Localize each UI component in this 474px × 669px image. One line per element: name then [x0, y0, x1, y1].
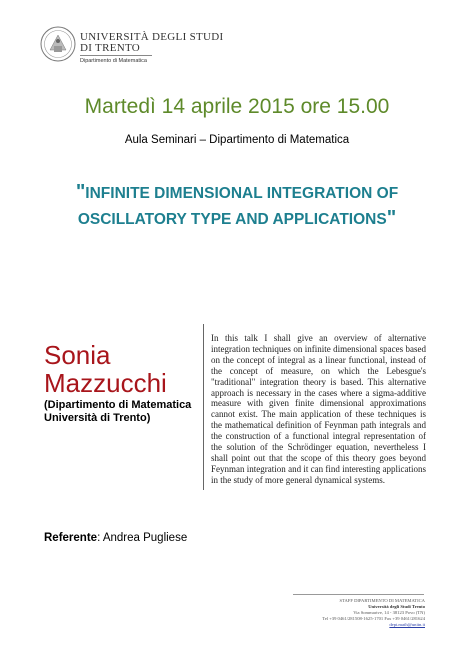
speaker-affiliation-line2: Università di Trento): [44, 412, 151, 424]
footer-phone-fax: Tel +39 0461/281508-1625-1701 Fax +39 0461/281624: [322, 616, 425, 621]
column-divider: [203, 324, 204, 490]
talk-abstract: In this talk I shall give an overview of alternative integration techniques on infinite dimensional spaces based on the concept of integral as a linear functional, instead of the concept of measure, on which the Lebesgue's "traditional" integration theory is based. This alternative approach is necessary in the cases where a sigma-additive measure with given finite dimensional approximations cannot exist. The main application of these techniques is the mathematical definition of Feynman path integrals and the construction of a functional integral representation of the solution of the Schrödinger equation, nevertheless I shall point out that the scope of this theory goes beyond Feynman integration and it can find interesting applications in the study of more general dynamical systems.: [211, 333, 426, 485]
event-date-time: Martedì 14 aprile 2015 ore 15.00: [84, 95, 390, 118]
talk-title-text-2: OSCILLATORY TYPE AND APPLICATIONS: [77, 211, 387, 228]
referente-label: Referente: [44, 532, 98, 544]
event-location: Aula Seminari – Dipartimento di Matematica: [124, 134, 350, 146]
footer-address: Via Sommarive, 14 - 38123 Povo (TN): [353, 610, 425, 615]
referente: [44, 532, 187, 544]
speaker-affiliation-line1: (Dipartimento di Matematica: [44, 399, 192, 411]
footer-email-link[interactable]: dept.math@unitn.it: [389, 622, 425, 627]
speaker-last-name: Mazzucchi: [44, 368, 167, 398]
referente-name: Andrea Pugliese: [102, 532, 188, 544]
close-quote: ": [386, 207, 397, 229]
talk-title-line2: [0, 207, 474, 230]
footer-staff: STAFF DIPARTIMENTO DI MATEMATICA: [339, 598, 425, 603]
speaker-first-name: Sonia: [44, 340, 111, 370]
talk-title-text-1: INFINITE DIMENSIONAL INTEGRATION OF: [85, 185, 399, 202]
footer-university: Università degli Studi Trento: [368, 604, 425, 609]
header-divider: [80, 55, 152, 56]
footer-divider: [293, 594, 424, 595]
university-name-line2: DI TRENTO: [80, 42, 141, 54]
university-seal-logo: [40, 26, 76, 62]
talk-title-line1: [0, 181, 474, 204]
referente-separator: :: [97, 532, 101, 544]
department-name: Dipartimento di Matematica: [80, 58, 147, 64]
open-quote: ": [75, 181, 86, 203]
university-name-line1: UNIVERSITÀ DEGLI STUDI: [80, 31, 224, 43]
